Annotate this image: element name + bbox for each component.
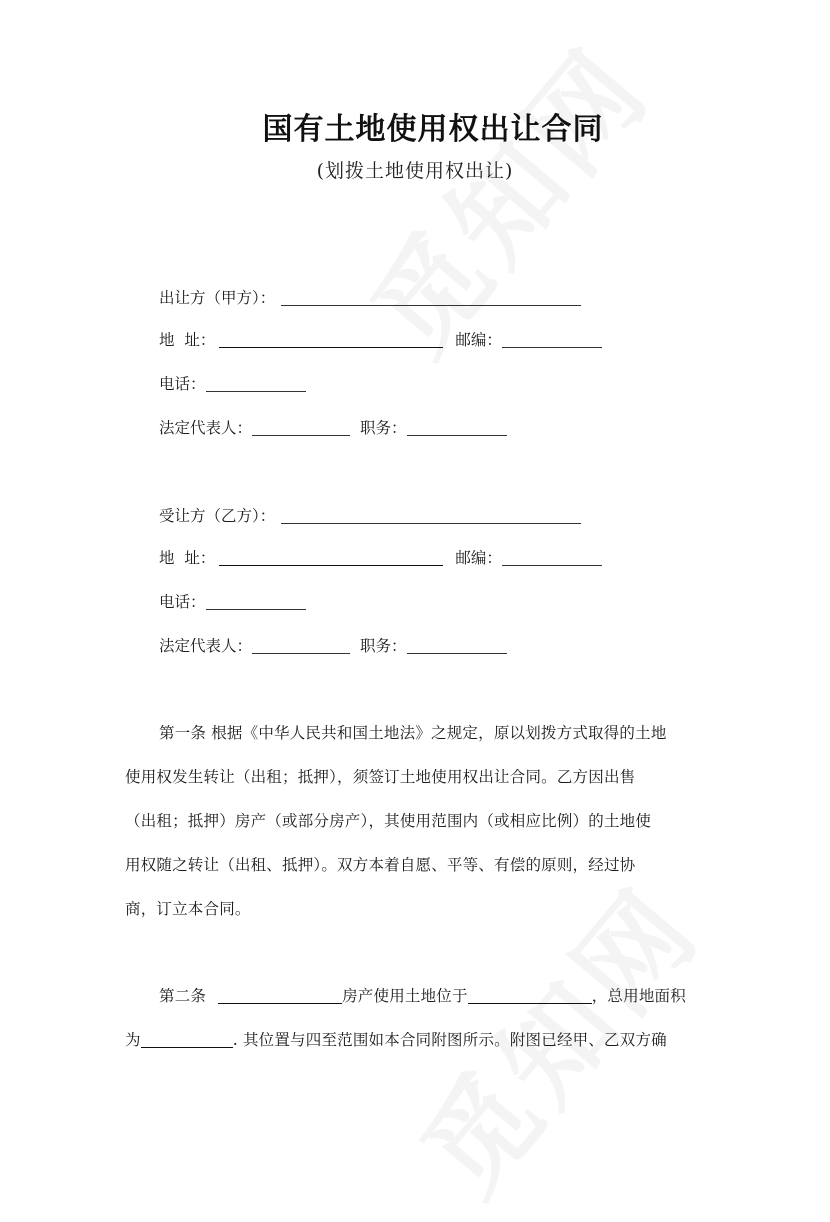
- party-a-phone-label: 电话：: [159, 375, 206, 393]
- article-2-area-field[interactable]: [141, 1033, 233, 1048]
- party-b-postcode-label: 邮编：: [455, 549, 502, 567]
- article-1-line: 用权随之转让（出租、抵押）。双方本着自愿、平等、有偿的原则，经过协: [125, 856, 636, 874]
- party-b-address-row: [159, 548, 602, 568]
- article-1-line: （出租；抵押）房产（或部分房产），其使用范围内（或相应比例）的土地使: [125, 812, 652, 830]
- article-2-prefix: 第二条: [159, 987, 207, 1005]
- party-a-rep-row: [159, 418, 507, 438]
- party-b-postcode-field[interactable]: [502, 551, 602, 566]
- party-a-rep-field[interactable]: [252, 421, 350, 436]
- party-b-address-label: 地 址：: [159, 549, 216, 567]
- article-2-property-field[interactable]: [218, 989, 342, 1004]
- party-a-address-row: [159, 330, 602, 350]
- party-a-address-label: 地 址：: [159, 331, 216, 349]
- party-b-name-field[interactable]: [281, 509, 581, 524]
- party-a-name-field[interactable]: [281, 291, 581, 306]
- article-1-line: 商，订立本合同。: [125, 900, 251, 918]
- party-a-phone-row: [159, 374, 306, 394]
- article-2-location-field[interactable]: [468, 989, 592, 1004]
- article-2-text-4: . 其位置与四至范围如本合同附图所示。附图已经甲、乙双方确: [232, 1031, 667, 1049]
- party-b-phone-field[interactable]: [206, 595, 306, 610]
- party-b-rep-field[interactable]: [252, 639, 350, 654]
- article-2-line-2: [125, 1028, 667, 1050]
- party-b-rep-row: [159, 636, 507, 656]
- party-a-postcode-field[interactable]: [502, 333, 602, 348]
- party-a-label: 出让方（甲方）：: [159, 289, 276, 307]
- article-2-line-1: [159, 984, 686, 1006]
- party-b-phone-label: 电话：: [159, 593, 206, 611]
- party-b-phone-row: [159, 592, 306, 612]
- article-1-line: 使用权发生转让（出租；抵押），须签订土地使用权出让合同。乙方因出售: [125, 768, 636, 786]
- article-2-text-1: 房产使用土地位于: [342, 987, 468, 1005]
- article-1-line: 第一条 根据《中华人民共和国土地法》之规定，原以划拨方式取得的土地: [159, 724, 667, 742]
- party-a-rep-label: 法定代表人：: [159, 419, 253, 437]
- party-a-address-field[interactable]: [219, 333, 443, 348]
- party-b-label: 受让方（乙方）：: [159, 507, 276, 525]
- party-a-position-field[interactable]: [407, 421, 507, 436]
- party-a-name-row: [159, 288, 581, 308]
- watermark: [330, 9, 679, 382]
- party-a-postcode-label: 邮编：: [455, 331, 502, 349]
- article-2-text-2: ，总用地面积: [591, 987, 686, 1005]
- party-b-position-label: 职务：: [360, 637, 407, 655]
- page-title: 国有土地使用权出让合同: [262, 112, 604, 147]
- article-2-text-3: 为: [125, 1031, 141, 1049]
- party-b-address-field[interactable]: [219, 551, 443, 566]
- party-a-position-label: 职务：: [360, 419, 407, 437]
- party-b-position-field[interactable]: [407, 639, 507, 654]
- party-b-name-row: [159, 506, 581, 526]
- page-subtitle: (划拨土地使用权出让): [316, 160, 514, 182]
- party-b-rep-label: 法定代表人：: [159, 637, 253, 655]
- party-a-phone-field[interactable]: [206, 377, 306, 392]
